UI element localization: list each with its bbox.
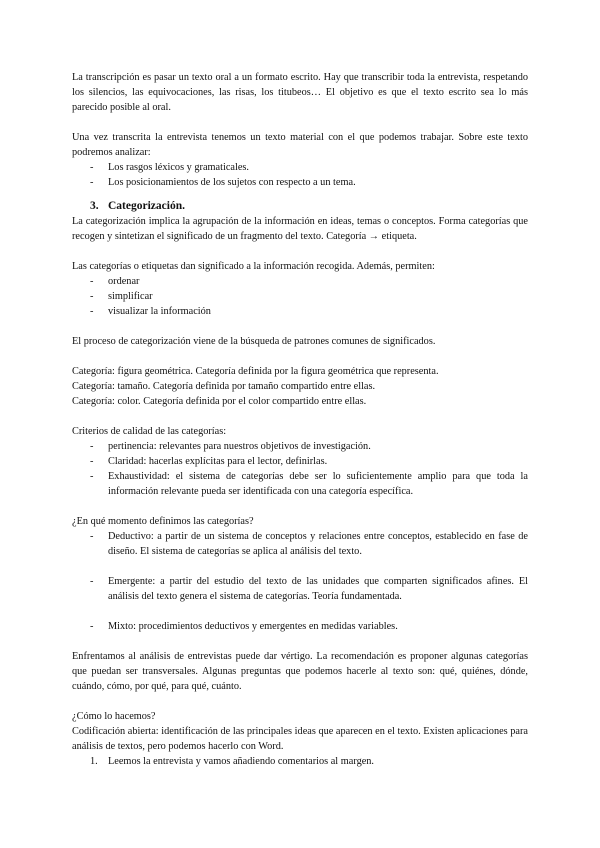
category-examples — [72, 364, 528, 409]
list-item: - simplificar — [72, 289, 528, 304]
transversal-paragraph: Enfrentamos al análisis de entrevistas puede dar vértigo. La recomendación es proponer algunas categorías que puedan ser transversales. Algunas preguntas que podemos hacerle al texto son: qué, quiénes, dónde, cuándo, cómo, por qué, para qué, cuánto. — [72, 651, 528, 692]
pattern-paragraph: El proceso de categorización viene de la búsqueda de patrones comunes de significados. — [72, 336, 436, 347]
example-line: Categoría: tamaño. Categoría definida por tamaño compartido entre ellas. — [72, 381, 376, 392]
list-item: - pertinencia: relevantes para nuestros objetivos de investigación. — [72, 439, 528, 454]
list-item: - Deductivo: a partir de un sistema de conceptos y relaciones entre conceptos, establecido en fase de diseño. El sistema de categorías se aplica al análisis del texto. — [72, 529, 528, 559]
list-item: - Los rasgos léxicos y gramaticales. — [72, 160, 528, 175]
criteria-title: Criterios de calidad de las categorías: — [72, 426, 227, 437]
section-number: 3. — [90, 200, 99, 212]
permit-list — [72, 274, 528, 319]
example-line: Categoría: color. Categoría definida por el color compartido entre ellas. — [72, 396, 367, 407]
when-title: ¿En qué momento definimos las categorías? — [72, 516, 254, 527]
list-item: - Mixto: procedimientos deductivos y emergentes en medidas variables. — [72, 619, 528, 634]
analyze-list — [72, 160, 528, 190]
list-item: - Exhaustividad: el sistema de categorías debe ser lo suficientemente amplio para que toda la información relevante pueda ser identificada con una categoría específica. — [72, 469, 528, 499]
criteria-list — [72, 439, 528, 499]
intro-paragraph-transcription: La transcripción es pasar un texto oral a un formato escrito. Hay que transcribir toda la entrevista, respetando los silencios, las equivocaciones, las risas, los titubeos… El objetivo es que el texto escrito sea lo más parecido posible al oral. — [72, 72, 528, 113]
list-item — [72, 754, 528, 769]
open-coding-paragraph: Codificación abierta: identificación de las principales ideas que aparecen en el texto. Existen aplicaciones para análisis de textos, pero podemos hacerlo con Word. — [72, 726, 528, 752]
list-item: - ordenar — [72, 274, 528, 289]
list-item: - Claridad: hacerlas explícitas para el lector, definirlas. — [72, 454, 528, 469]
document-page — [72, 70, 528, 769]
example-line: Categoría: figura geométrica. Categoría definida por la figura geométrica que representa. — [72, 366, 439, 377]
step-number: 1. — [90, 756, 98, 767]
intro-paragraph-analysis: Una vez transcrita la entrevista tenemos un texto material con el que podemos trabajar. Sobre este texto podremos analizar: — [72, 132, 528, 158]
section-heading — [72, 198, 528, 214]
categorization-paragraph: La categorización implica la agrupación de la información en ideas, temas o conceptos. Forma categorías que recogen y sintetizan el significado de un fragmento del texto. Categoría → etiqueta. — [72, 216, 528, 242]
list-item: - visualizar la información — [72, 304, 528, 319]
section-title: Categorización. — [108, 200, 185, 212]
list-item: - Los posicionamientos de los sujetos con respecto a un tema. — [72, 175, 528, 190]
how-title: ¿Cómo lo hacemos? — [72, 711, 156, 722]
list-item: - Emergente: a partir del estudio del texto de las unidades que comparten significados afines. El análisis del texto genera el sistema de categorías. Teoría fundamentada. — [72, 574, 528, 604]
steps-list — [72, 754, 528, 769]
step-text: Leemos la entrevista y vamos añadiendo comentarios al margen. — [108, 756, 375, 767]
categories-meaning-paragraph: Las categorías o etiquetas dan significado a la información recogida. Además, permiten: — [72, 261, 435, 272]
when-list — [72, 529, 528, 634]
